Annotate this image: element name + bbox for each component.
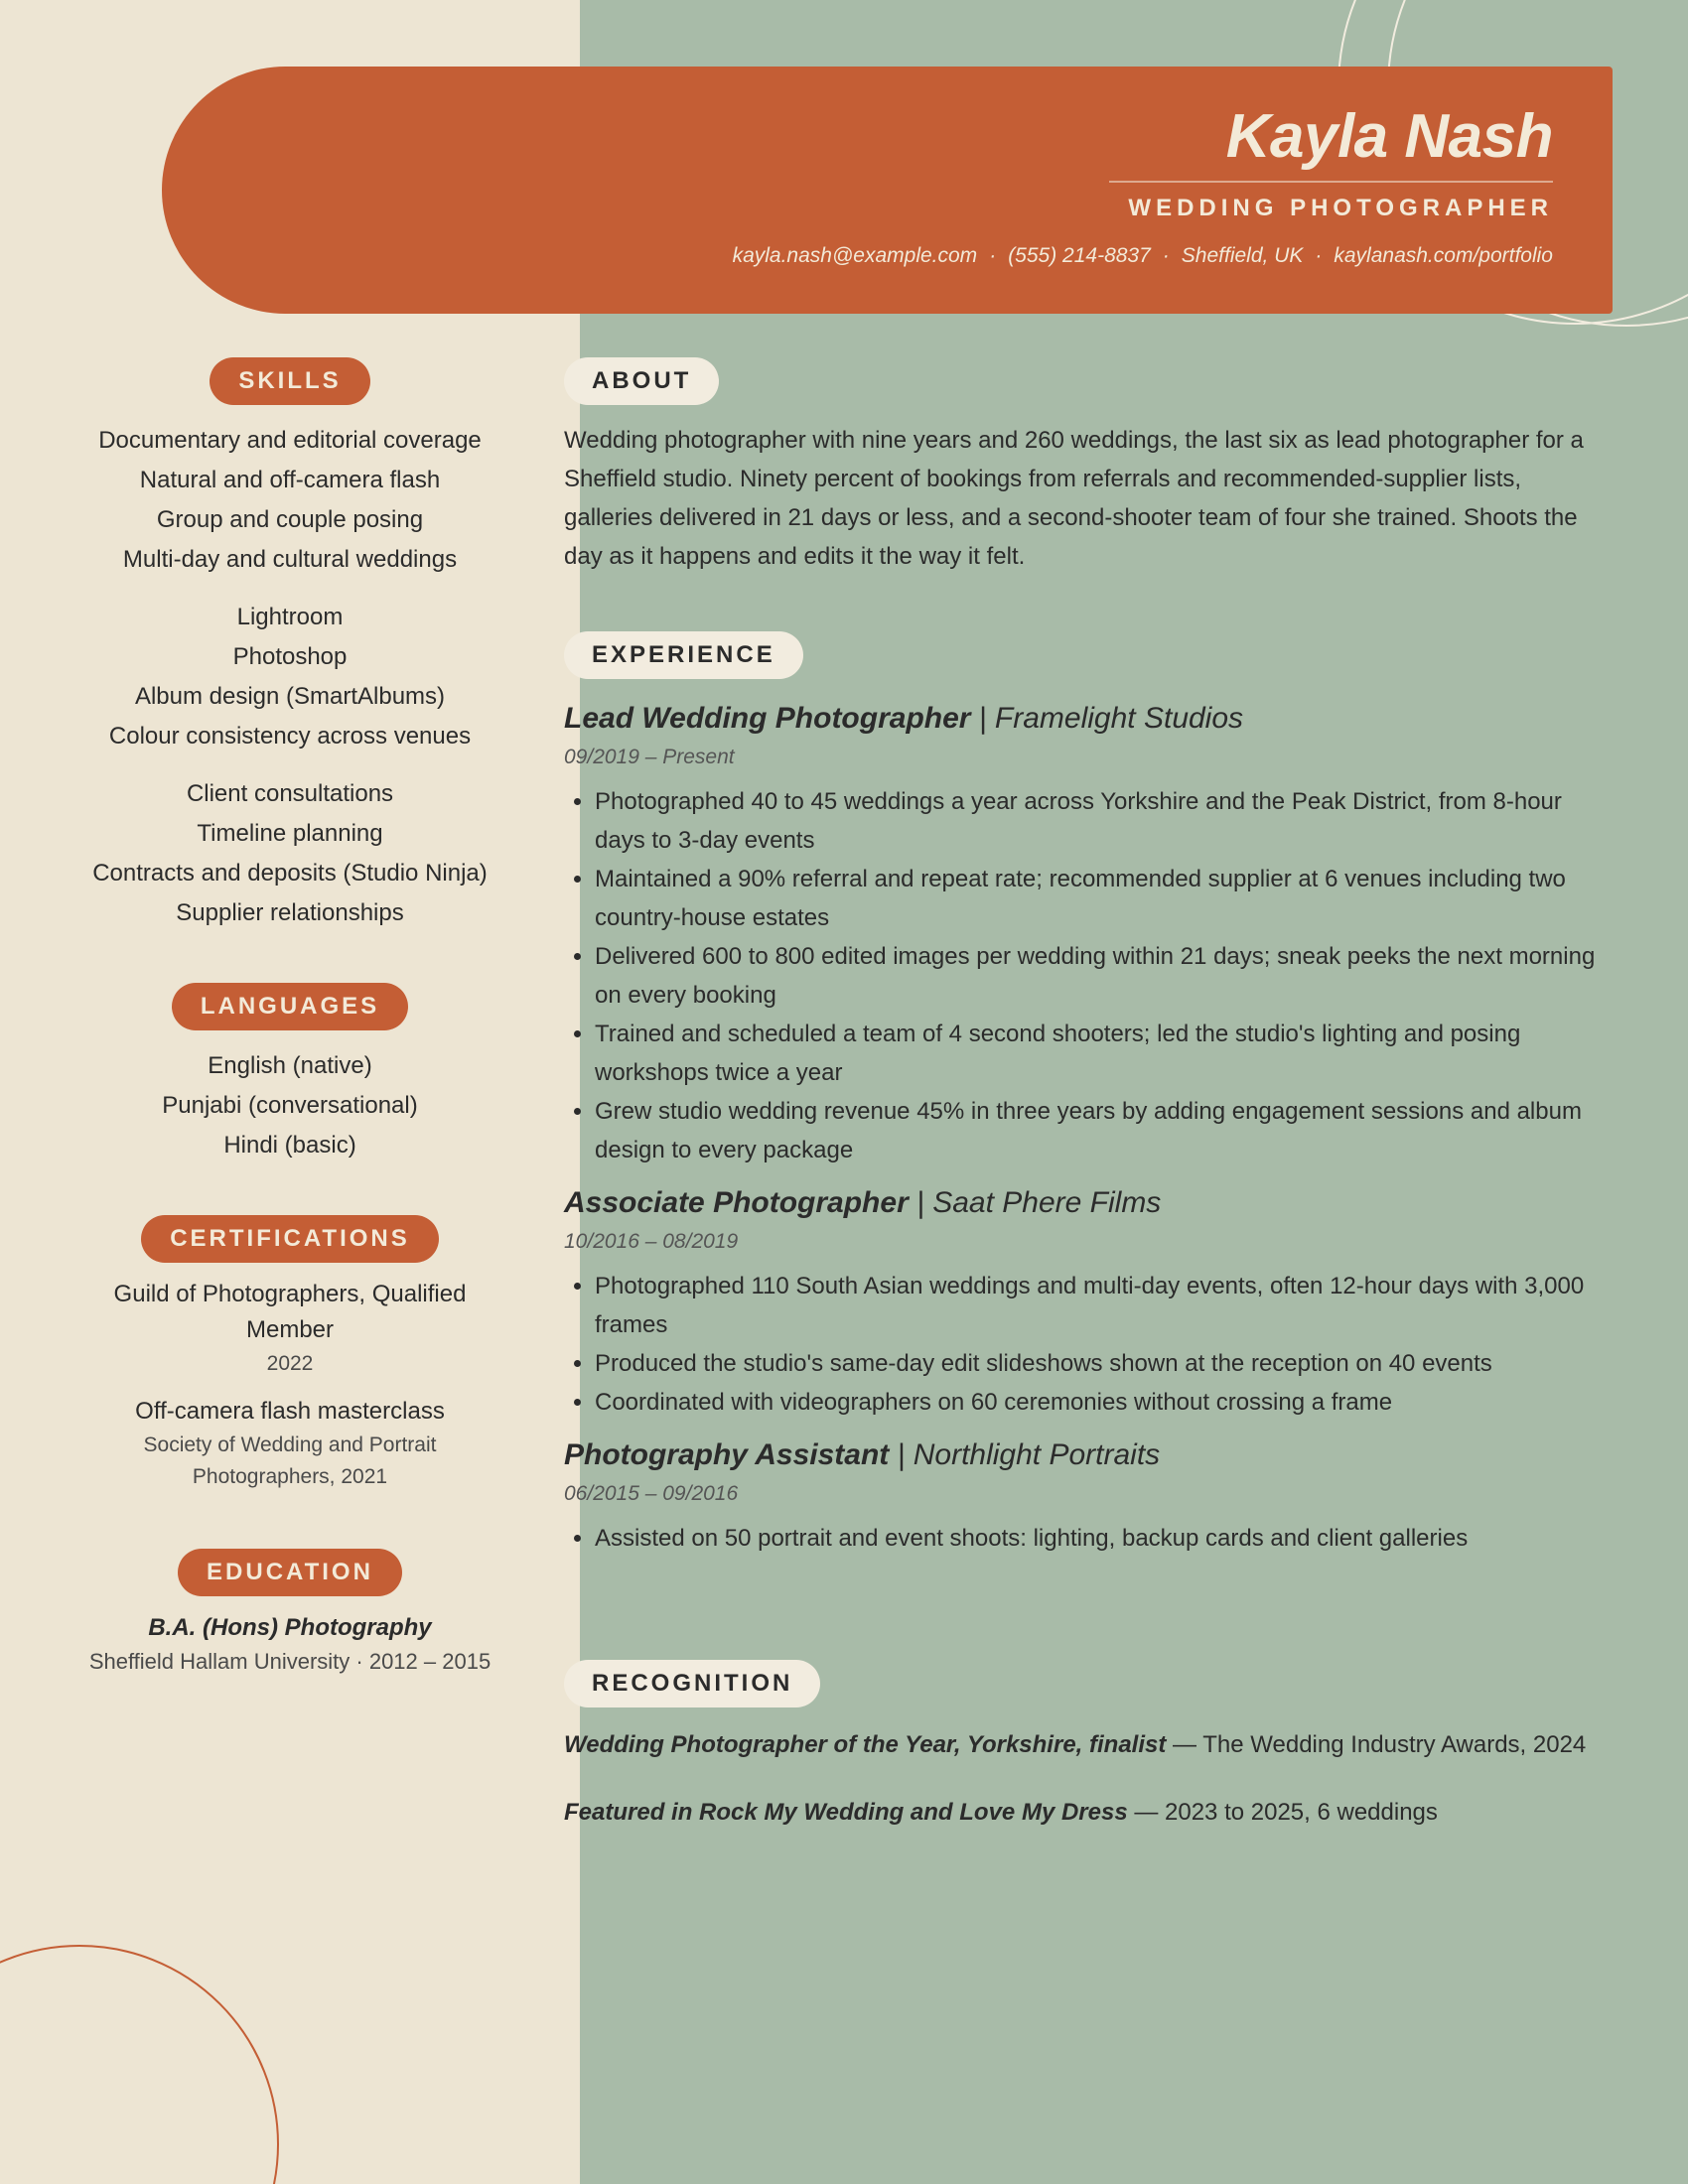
recognition-item — [564, 1795, 1613, 1831]
recognition-title: Wedding Photographer of the Year, Yorkshire, finalist — [564, 1731, 1167, 1758]
job-bullet: • Photographed 40 to 45 weddings a year across Yorkshire and the Peak District, from 8-hour days to 3-day events — [595, 782, 1613, 860]
certification-name: Guild of Photographers, Qualified Member — [113, 1281, 467, 1343]
job-dates: 10/2016 – 08/2019 — [564, 1230, 739, 1253]
job-bullets — [564, 1519, 1613, 1558]
recognition-detail: — The Wedding Industry Awards, 2024 — [1173, 1731, 1587, 1758]
experience-heading: EXPERIENCE — [564, 631, 803, 679]
candidate-name: Kayla Nash — [1225, 102, 1553, 171]
email-link[interactable]: kayla.nash@example.com — [732, 244, 978, 267]
contact-line — [733, 244, 1553, 268]
job-bullet: • Photographed 110 South Asian weddings and multi-day events, often 12-hour days with 3,000 frames — [595, 1267, 1613, 1344]
skills-group — [0, 598, 580, 756]
skill-item: Lightroom — [236, 604, 344, 630]
job-bullet: • Grew studio wedding revenue 45% in three years by adding engagement sessions and album design to every package — [595, 1092, 1613, 1169]
experience-section — [564, 631, 1613, 1558]
skill-item: Client consultations — [186, 780, 394, 807]
job-entry — [564, 1435, 1613, 1558]
job-bullet: • Delivered 600 to 800 edited images per wedding within 21 days; sneak peeks the next morning on every booking — [595, 937, 1613, 1015]
skill-item: Photoshop — [232, 643, 348, 670]
recognition-title: Featured in Rock My Wedding and Love My Dress — [564, 1799, 1128, 1826]
header-divider — [1109, 181, 1553, 183]
recognition-section — [564, 1660, 1613, 1831]
job-bullet: • Trained and scheduled a team of 4 second shooters; led the studio's lighting and posing workshops twice a year — [595, 1015, 1613, 1092]
job-bullet: • Maintained a 90% referral and repeat rate; recommended supplier at 6 venues including two country-house estates — [595, 860, 1613, 937]
education-section — [0, 1549, 580, 1678]
job-bullet: • Assisted on 50 portrait and event shoots: lighting, backup cards and client galleries — [595, 1519, 1613, 1558]
recognition-detail: — 2023 to 2025, 6 weddings — [1134, 1799, 1438, 1826]
skill-item: Group and couple posing — [156, 506, 424, 533]
deco-circle-bottom-left — [0, 1946, 278, 2184]
certifications-heading: CERTIFICATIONS — [141, 1215, 439, 1263]
separator: · — [1162, 244, 1170, 267]
about-heading: ABOUT — [564, 357, 719, 405]
skill-item: Multi-day and cultural weddings — [122, 546, 458, 573]
job-dates: 09/2019 – Present — [564, 746, 735, 768]
language-item: Punjabi (conversational) — [162, 1092, 418, 1119]
separator: · — [989, 244, 997, 267]
skill-item: Contracts and deposits (Studio Ninja) — [92, 860, 488, 887]
education-heading: EDUCATION — [178, 1549, 402, 1596]
language-item: Hindi (basic) — [223, 1132, 356, 1159]
recognition-item — [564, 1727, 1613, 1763]
skill-item: Natural and off-camera flash — [139, 467, 441, 493]
certifications-section — [0, 1215, 580, 1493]
skill-item: Colour consistency across venues — [108, 723, 472, 750]
skill-item: Album design (SmartAlbums) — [134, 683, 446, 710]
certification-detail: 2022 — [266, 1352, 314, 1375]
job-company: | Northlight Portraits — [897, 1438, 1161, 1471]
job-dates: 06/2015 – 09/2016 — [564, 1482, 739, 1505]
school: Sheffield Hallam University · 2012 – 2015 — [88, 1649, 492, 1674]
job-role: Photography Assistant — [564, 1438, 890, 1471]
skills-group — [0, 421, 580, 580]
skills-group — [0, 774, 580, 933]
job-entry — [564, 699, 1613, 1169]
portfolio-link[interactable]: kaylanash.com/portfolio — [1334, 244, 1553, 267]
job-title-line — [564, 699, 1613, 739]
job-bullets — [564, 782, 1613, 1169]
certification-detail: Society of Wedding and Portrait Photographers, 2021 — [143, 1433, 437, 1488]
certification-item — [121, 1394, 459, 1493]
education-item — [0, 1610, 580, 1678]
certification-name: Off-camera flash masterclass — [135, 1398, 445, 1425]
job-bullet: • Produced the studio's same-day edit slideshows shown at the reception on 40 events — [595, 1344, 1613, 1383]
about-text: Wedding photographer with nine years and 260 weddings, the last six as lead photographer for a Sheffield studio. Ninety percent of bookings from referrals and recommended-supplier lists, galleries delivered in 21 days or less, and a second-shooter team of four she trained. Shoots the day as it happens and edits it the way it felt. — [564, 427, 1584, 570]
job-company: | Framelight Studios — [978, 702, 1244, 735]
skill-item: Timeline planning — [197, 820, 383, 847]
degree: B.A. (Hons) Photography — [148, 1614, 432, 1641]
languages-heading: LANGUAGES — [172, 983, 408, 1030]
job-company: | Saat Phere Films — [916, 1186, 1162, 1219]
about-section — [564, 357, 1613, 576]
skills-heading: SKILLS — [210, 357, 369, 405]
phone-number: (555) 214-8837 — [1008, 244, 1151, 267]
job-bullets — [564, 1267, 1613, 1422]
location: Sheffield, UK — [1181, 244, 1304, 267]
skill-item: Supplier relationships — [176, 899, 404, 926]
separator: · — [1315, 244, 1323, 267]
certification-item — [81, 1277, 498, 1380]
job-title-line — [564, 1435, 1613, 1475]
job-bullet: • Coordinated with videographers on 60 ceremonies without crossing a frame — [595, 1383, 1613, 1422]
job-entry — [564, 1183, 1613, 1422]
recognition-heading: RECOGNITION — [564, 1660, 820, 1707]
languages-section — [0, 983, 580, 1165]
job-title-heading: WEDDING PHOTOGRAPHER — [1128, 195, 1553, 221]
job-role: Associate Photographer — [564, 1186, 909, 1219]
language-item: English (native) — [208, 1052, 372, 1079]
skill-item: Documentary and editorial coverage — [98, 427, 482, 454]
skills-section — [0, 357, 580, 933]
languages-list — [0, 1046, 580, 1165]
job-role: Lead Wedding Photographer — [564, 702, 971, 735]
job-title-line — [564, 1183, 1613, 1223]
